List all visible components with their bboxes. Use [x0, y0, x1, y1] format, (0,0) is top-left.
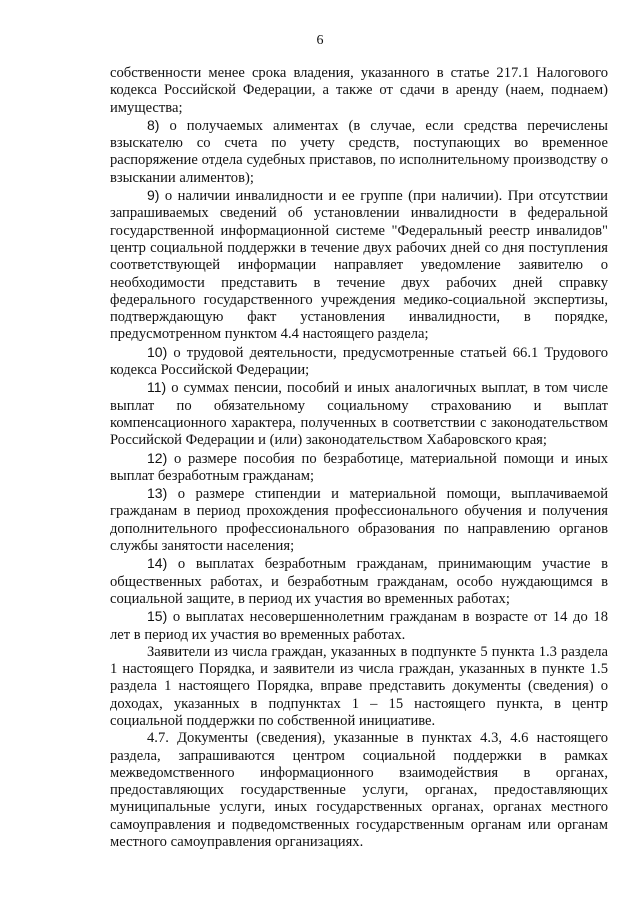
list-item-text: о размере стипендии и материальной помощи, выплачиваемой гражданам в период прохождения профессионального обучения и получения дополнительного профессионального образования по направлению органов службы занятости населения;	[110, 486, 608, 555]
paragraph-text: собственности менее срока владения, указанного в статье 217.1 Налогового кодекса Российской Федерации, а также от сдачи в аренду (наем, поднаем) имущества;	[110, 65, 608, 116]
list-item-text: о выплатах несовершеннолетним гражданам в возрасте от 14 до 18 лет в период их участия во временных работах.	[110, 609, 608, 643]
paragraph-text: Заявители из числа граждан, указанных в подпункте 5 пункта 1.3 раздела 1 настоящего Порядка, и заявители из числа граждан, указанных в пункте 1.5 раздела 1 настоящего Порядка, вправе представить документы (сведения) о доходах, указанных в подпунктах 1 – 15 настоящего пункта, в центр социальной поддержки по собственной инициативе.	[110, 643, 608, 729]
list-item-number: 9)	[147, 187, 160, 204]
page-number: 6	[316, 33, 324, 48]
list-item-8	[110, 117, 608, 187]
paragraph-applicants	[110, 644, 608, 730]
list-item-text: о размере пособия по безработице, материальной помощи и иных выплат безработным гражданам;	[110, 450, 608, 484]
list-item-text: о суммах пенсии, пособий и иных аналогичных выплат, в том числе выплат по обязательному социальному страхованию и выплат компенсационного характера, полученных в соответствии с законодательством Российской Федерации и (или) законодательством Хабаровского края;	[110, 380, 608, 449]
list-item-14	[110, 555, 608, 608]
list-item-11	[110, 379, 608, 449]
list-item-text: о выплатах безработным гражданам, принимающим участие в общественных работах, и безработным гражданам, особо нуждающимся в социальной защите, в период их участия во временных работах;	[110, 556, 608, 607]
list-item-number: 10)	[147, 343, 168, 360]
list-item-text: о наличии инвалидности и ее группе (при наличии). При отсутствии запрашиваемых сведений об установлении инвалидности в федеральной государственной информационной системе "Федеральный реестр инвалидов" центр социальной поддержки в течение двух рабочих дней со дня поступления соответствующей информации направляет уведомление заявителю о необходимости представить в течение двух рабочих дней справку федерального государственного учреждения медико-социальной экспертизы, подтверждающую факт установления инвалидности, в порядке, предусмотренном пунктом 4.4 настоящего раздела;	[110, 188, 608, 343]
list-item-number: 11)	[147, 379, 167, 396]
list-item-number: 15)	[147, 608, 168, 625]
list-item-text: о трудовой деятельности, предусмотренные статьей 66.1 Трудового кодекса Российской Федерации;	[110, 344, 608, 379]
list-item-number: 12)	[147, 449, 168, 466]
document-body	[110, 65, 608, 851]
paragraph-4-7	[110, 730, 608, 851]
list-item-9	[110, 187, 608, 344]
list-item-13	[110, 485, 608, 555]
paragraph-continuation	[110, 65, 608, 117]
list-item-number: 14)	[147, 555, 168, 572]
list-item-number: 8)	[147, 116, 160, 133]
list-item-15	[110, 608, 608, 644]
list-item-10	[110, 344, 608, 380]
list-item-number: 13)	[147, 485, 168, 502]
list-item-12	[110, 450, 608, 486]
paragraph-text: 4.7. Документы (сведения), указанные в пунктах 4.3, 4.6 настоящего раздела, запрашиваются центром социальной поддержки в рамках межведомственного информационного взаимодействия в органах, предоставляющих государственные услуги, органах, предоставляющих муниципальные услуги, иных государственных органах, органах местного самоуправления и подведомственных государственным органам или органам местного самоуправления организациях.	[110, 730, 608, 851]
list-item-text: о получаемых алиментах (в случае, если средства перечислены взыскателю со счета по учету средств, поступающих во временное распоряжение отдела судебных приставов, по исполнительному производству о взыскании алиментов);	[110, 117, 608, 186]
